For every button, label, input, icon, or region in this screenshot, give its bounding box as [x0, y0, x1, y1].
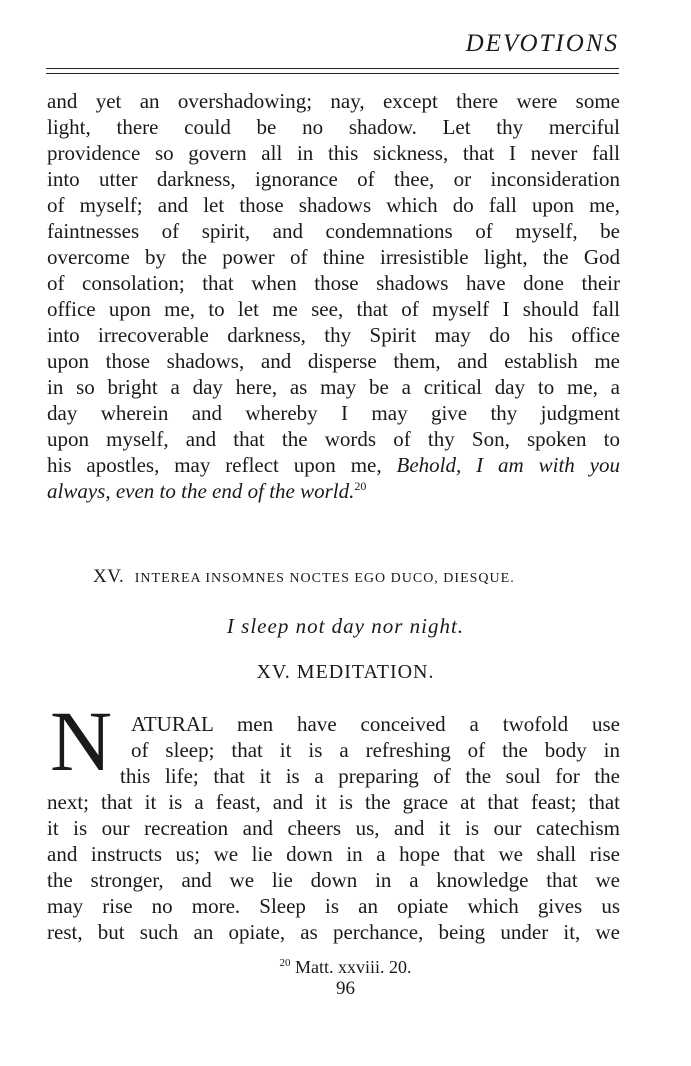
drop-cap: N: [50, 693, 113, 789]
text-line: of consolation; that when those shadows have done their: [47, 271, 620, 295]
text-line: providence so govern all in this sickness, that I never fall: [47, 141, 620, 165]
header-rule-lower: [46, 73, 619, 74]
text-line: this life; that it is a preparing of the soul for the: [120, 764, 620, 788]
footnote-text: Matt. xxviii. 20.: [295, 957, 412, 977]
text-line: office upon me, to let me see, that of myself I should fall: [47, 297, 620, 321]
section-heading: [93, 566, 515, 588]
footnote-number: 20: [279, 957, 291, 969]
text-line: day wherein and whereby I may give thy judgment: [47, 401, 620, 425]
scripture-quote: always, even to the end of the world.: [47, 479, 355, 503]
text-line: into utter darkness, ignorance of thee, or inconsideration: [47, 167, 620, 191]
section-motto: I sleep not day nor night.: [226, 614, 465, 638]
text-line: faintnesses of spirit, and condemnations of myself, be: [47, 219, 620, 243]
text-line: [47, 452, 620, 478]
page-number: 96: [336, 978, 355, 999]
text-line: next; that it is a feast, and it is the grace at that feast; that: [47, 790, 620, 814]
running-head: DEVOTIONS: [465, 30, 619, 57]
text-line: the stronger, and we lie down in a knowledge that we: [47, 868, 620, 892]
section-number: XV.: [93, 566, 125, 587]
scripture-quote: Behold, I am with you: [396, 453, 620, 477]
text-span: his apostles, may reflect upon me,: [47, 453, 397, 477]
latin-heading: INTEREA INSOMNES NOCTES EGO DUCO, DIESQUE.: [134, 571, 515, 586]
text-line: of myself; and let those shadows which do fall upon me,: [47, 193, 620, 217]
text-line: it is our recreation and cheers us, and it is our catechism: [47, 816, 620, 840]
text-line: upon those shadows, and disperse them, and establish me: [47, 349, 620, 373]
text-line: [47, 478, 620, 504]
meditation-heading: XV. MEDITATION.: [256, 661, 435, 683]
text-line: ATURAL men have conceived a twofold use: [131, 712, 620, 736]
text-line: light, there could be no shadow. Let thy merciful: [47, 115, 620, 139]
header-rule: [46, 68, 619, 69]
text-line: into irrecoverable darkness, thy Spirit may do his office: [47, 323, 620, 347]
footnote-ref: 20: [354, 479, 367, 493]
text-line: and instructs us; we lie down in a hope that we shall rise: [47, 842, 620, 866]
text-line: of sleep; that it is a refreshing of the body in: [131, 738, 620, 762]
text-line: in so bright a day here, as may be a critical day to me, a: [47, 375, 620, 399]
text-line: upon myself, and that the words of thy Son, spoken to: [47, 427, 620, 451]
text-line: rest, but such an opiate, as perchance, being under it, we: [47, 920, 620, 944]
footnote: [0, 957, 691, 978]
text-line: overcome by the power of thine irresistible light, the God: [47, 245, 620, 269]
text-line: and yet an overshadowing; nay, except there were some: [47, 89, 620, 113]
text-line: may rise no more. Sleep is an opiate which gives us: [47, 894, 620, 918]
